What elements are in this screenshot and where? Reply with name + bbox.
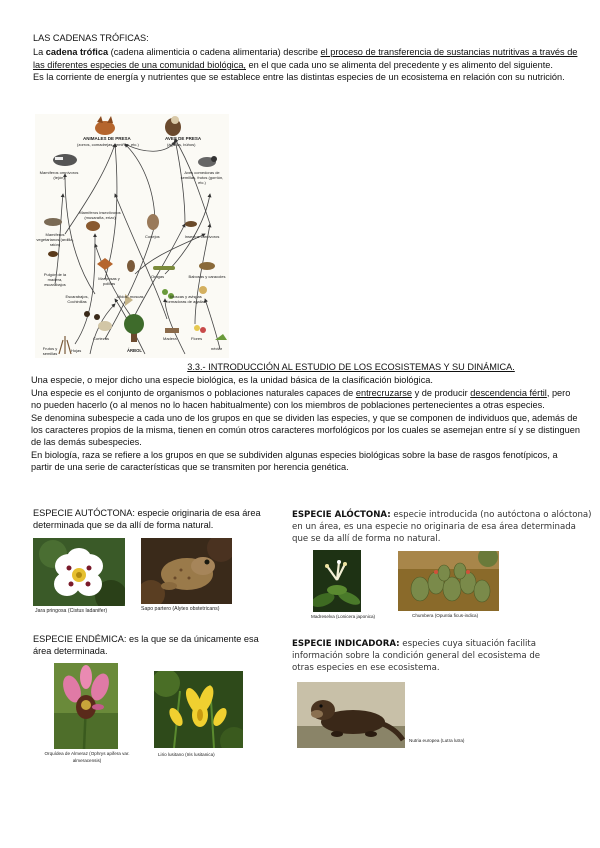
photo-sapo-partero [141,538,232,604]
species-paragraph-1: Una especie, o mejor dicho una especie biológica, es la unidad básica de la clasificación biológica. [31,375,433,386]
label-madera: Madera [163,336,177,341]
endemica-text: es la que se da únicamente esa área determinada. [33,634,259,657]
autoctona-definition [33,507,283,532]
photo-madreselva [313,550,361,612]
label-mamiferos-vegetarianos: Mamíferos vegetarianos (ardilla, ratón) [36,232,74,247]
label-babosas: Babosas y caracoles [188,274,226,279]
photo-lirio-lusitano [154,671,243,748]
label-moscas: Moscas y avispas formadoras de agallas [166,294,206,304]
text-run: Una especie es el conjunto de organismos o poblaciones naturales capaces de [31,387,356,398]
label-nectar: néctar [211,346,223,351]
text-run: (cadena alimenticia o cadena alimentaria) describe [108,47,321,58]
caption-nutria-europea: Nutria europea (Lutra lutra) [409,738,465,743]
endemica-term: ESPECIE ENDÉMICA: [33,634,127,644]
species-paragraph-2 [31,387,581,412]
caption-chumbera: Chumbera (Opuntia ficus-indica) [412,613,479,618]
autoctona-text: especie originaria de esa área determinada que se da allí de forma natural. [33,508,261,531]
caption-orquidea-almeraz: Orquídea de Almeraz (Ophrys apifera var. almeracensis) [44,751,130,763]
caption-jara-pringosa: Jara pringosa (Cistus ladanifer) [35,608,108,614]
label-aves-semillas: Aves comedoras de semillas, frutos (gorrión, etc.) [180,170,224,185]
label-insectos-carnivoros: Insectos carnívoros [184,234,220,239]
aloctona-text: especie introducida (no autóctona o alóctona) en un área, es una especie no originaria de esa área determinada que se da allí de forma no natural. [292,510,592,545]
label-cortezas: Cortezas [93,336,110,341]
label-animales-presa-sub: (zorros, comadrejas, armiños, etc.) [77,142,139,147]
label-conejos: Conejos [145,234,160,239]
text-run: y de producir [412,387,471,398]
section-title: 3.3.- INTRODUCCIÓN AL ESTUDIO DE LOS ECOSISTEMAS Y SU DINÁMICA. [187,362,515,372]
text-run: , pero no pueden hacerlo (o al menos no lo hacen habitualmente) con los miembros de poblaciones pertenecientes a otras especies. [31,387,571,411]
label-mamiferos-insectivoros: Mamíferos insectívoros (musaraña, erizo) [79,210,121,220]
food-chain-paragraph-1 [33,46,581,71]
aloctona-definition [292,509,592,546]
label-orugas: Orugas [151,274,165,279]
orchid-photo [54,663,118,749]
ecosystems-section [31,361,581,474]
label-arbol: ÁRBOL [127,348,142,353]
label-aves-presa: AVES DE PRESA [165,136,202,141]
text-run: La [33,47,46,58]
term-cadena-trofica: cadena trófica [45,47,109,58]
text-run: en el que cada uno se alimenta del precedente y es alimento del siguiente. [245,59,553,70]
label-hojas: Hojas [71,348,82,353]
underlined-definition: el proceso de transferencia de sustancias nutritivas a través de las diferentes especies de una comunidad biológica, [33,47,578,70]
photo-orquidea-almeraz [54,663,118,749]
food-chain-title: LAS CADENAS TRÓFICAS: [33,33,149,43]
indicadora-text: especies cuya situación facilita información sobre la condición general del ecosistema de otras especies en ese ecosistema. [292,639,541,674]
caption-sapo-partero: Sapo partero (Alytes obstetricans) [141,606,220,612]
caption-lirio-lusitano: Lirio lusitano (Iris lusitanica) [158,752,215,757]
label-mamiferos-omnivoros: Mamíferos omnívoros (tejón) [39,170,79,180]
honeysuckle-photo [313,550,361,612]
flower-photo [33,538,125,606]
label-aves-presa-sub: (águilas, búhos) [167,142,196,147]
label-mariposas: Mariposas y polillas [98,276,120,286]
photo-nutria-europea [297,682,405,748]
caption-madreselva: Madreselva (Lonicera japonica) [311,614,376,619]
label-frutos: Frutos y semillas [42,346,58,356]
race-paragraph: En biología, raza se refiere a los grupos en que se subdividen algunas especies biológicas sobre la base de rasgos fenotípicos, a partir de una serie de características que se transmiten por herencia genética. [31,449,558,473]
indicadora-term: ESPECIE INDICADORA: [292,639,400,649]
subspecies-paragraph: Se denomina subespecie a cada uno de los grupos en que se dividen las especies, y que se componen de individuos que, además de los caracteres propios de la misma, tienen en común otros caracteres morfológicos por los cuales se asemejan entre sí y se distinguen de las demás subespecies. [31,412,580,448]
aloctona-term: ESPECIE ALÓCTONA: [292,510,391,520]
endemica-definition [33,633,273,658]
photo-chumbera [398,551,499,611]
autoctona-term: ESPECIE AUTÓCTONA: [33,508,135,518]
label-flores: Flores [191,336,203,341]
food-web-diagram [35,114,229,358]
label-escarabajos: Escarabajos, Cochinillas [65,294,89,304]
indicadora-definition [292,638,564,675]
iris-photo [154,671,243,748]
food-chain-paragraph-2: Es la corriente de energía y nutrientes que se establece entre las distintas especies de un ecosistema en relación con su nutrición. [33,72,565,83]
otter-photo [297,682,405,748]
label-pulgon: Pulgón de la madera, escarabajos [43,272,67,287]
prickly-pear-photo [398,551,499,611]
label-animales-presa: ANIMALES DE PRESA [83,136,131,141]
food-chain-section [33,32,581,84]
label-afidos: Áfidos, moscas [116,294,144,299]
term-descendencia-fertil: descendencia fértil [470,387,547,398]
toad-photo [141,538,232,604]
photo-jara-pringosa [33,538,125,606]
term-entrecruzarse: entrecruzarse [355,387,413,398]
